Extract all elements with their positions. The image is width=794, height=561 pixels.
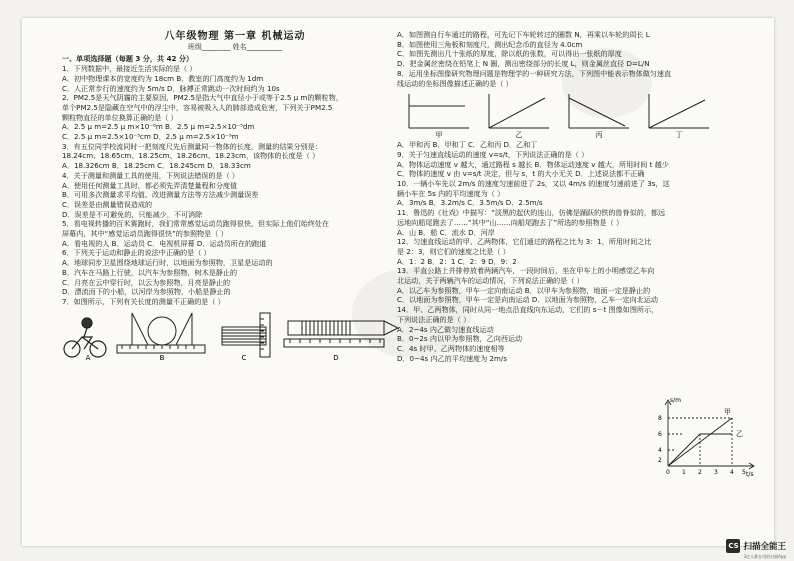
fig8-label-bing: 丙 — [595, 131, 603, 139]
figure-7-drawing — [62, 309, 408, 361]
fig7-label-d: D — [333, 353, 339, 361]
question-line: 6．下列关于运动和静止的说法中正确的是（ ） — [62, 248, 211, 258]
question-line: B．汽车在马路上行驶，以汽车为参照物，树木是静止的 — [62, 267, 238, 277]
question-line: A．地球同步卫星围绕地球运行时，以地面为参照物，卫星是运动的 — [62, 258, 273, 268]
question-line: 2．PM2.5是天气阴霾的主要原因，PM2.5是指大气中直径小于或等于2.5 μ m的颗粒物， — [62, 93, 343, 103]
fig8-label-ding: 丁 — [675, 131, 683, 139]
graph14-ytick: 6 — [658, 431, 662, 438]
question-line: 12．匀速直线运动的甲、乙两物体，它们通过的路程之比为 3：1，所用时间之比 — [397, 237, 652, 247]
question-line: 14．甲、乙两物体，同时从同一地点沿直线向东运动，它们的 s－t 图像如图所示， — [397, 305, 659, 315]
question-line: 11．鲁迅的《社戏》中描写：“淡黑的起伏的连山，仿佛是踊跃的铁的兽脊似的，都远 — [397, 208, 666, 218]
question-line: 7．如图所示，下列有关长度的测量不正确的是（ ） — [62, 296, 225, 306]
graph14-ytick: 8 — [658, 415, 662, 422]
section-heading: 一、单项选择题（每题 3 分，共 42 分） — [62, 54, 194, 64]
question-line: 18.24cm、18.65cm、18.25cm、18.26cm、18.23cm，该物体的长度是（ ） — [62, 151, 320, 161]
bicycle-icon — [64, 318, 106, 357]
question-line: 1．下列数据中，最接近生活实际的是（ ） — [62, 64, 197, 74]
fig7-label-b: B — [159, 353, 165, 361]
question-line: 10．一辆小车先以 2m/s 的速度匀速前进了 2s，又以 4m/s 的速度匀速前进了 3s，这 — [397, 179, 670, 189]
graph14-xtick: 1 — [682, 469, 686, 476]
paper-stack-figure — [222, 313, 270, 357]
question-line: 4．关于测量和测量工具的使用，下列说法错误的是（ ） — [62, 170, 240, 180]
question-line: A．甲和丙 B．甲和丁 C．乙和丙 D．乙和丁 — [397, 140, 538, 150]
scanner-tagline: 3亿人都在用的扫描App — [743, 554, 786, 559]
graph-yi — [489, 94, 549, 128]
graph14-xtick: 4 — [730, 469, 734, 476]
question-line: C．人正常步行的速度约为 5m/s D．脉搏正常跳动一次时间约为 10s — [62, 83, 280, 93]
right-question-lines-2 — [397, 140, 757, 363]
question-line: A．山 B．船 C．流水 D．河岸 — [397, 227, 495, 237]
question-line: 单个PM2.5是隐藏在空气中的浮尘中，容易被吸入人的肺部造成危害，下列关于PM2.5 — [62, 102, 333, 112]
question-line: 远地向船尾跑去了……”其中“山……向船尾跑去了”所选的参照物是（ ） — [397, 217, 624, 227]
question-line: D．误差是不可避免的，只能减少，不可消除 — [62, 209, 203, 219]
question-line: D．漂流而下的小船，以河岸为参照物，小船是静止的 — [62, 287, 231, 297]
question-line: 辆小车在 5s 内的平均速度为（ ） — [397, 188, 505, 198]
question-line: A．以乙车为参照物，甲车一定向南运动 B．以甲车为参照物，地面一定是静止的 — [397, 285, 651, 295]
question-line: C．以地面为参照物，甲车一定是向南运动 D．以地面为参照物，乙车一定向北运动 — [397, 295, 658, 305]
question-line: C．4s 时甲、乙两物体的速度相等 — [397, 343, 505, 353]
pencil-coil-figure — [284, 321, 398, 347]
question-line: 是 2：3，则它们的速度之比是（ ） — [397, 246, 510, 256]
question-line: 5．看电视转播的百米赛跑时，我们常常感觉运动员跑得很快，但实际上他们始终处在 — [62, 219, 329, 229]
question-line: D．把金属丝密绕在铅笔上 N 圈，测出密绕部分的长度 L，则金属丝直径 D=L/N — [397, 59, 650, 69]
graph14-xlabel: t/s — [746, 471, 754, 478]
graph14-ytick: 2 — [658, 457, 662, 464]
question-line: A．物体运动速度 v 越大，通过路程 s 越长 B．物体运动速度 v 越大，所用时间 t 越少 — [397, 159, 669, 169]
graph14-xtick: 0 — [666, 469, 670, 476]
question-line: 9．关于匀速直线运动的速度 v=s/t，下列说法正确的是（ ） — [397, 149, 589, 159]
question-line: A．18.326cm B．18.25cm C．18.245cm D．18.33cm — [62, 161, 251, 171]
question-line: A．初中物理课本的宽度约为 18cm B．教室的门高度约为 1dm — [62, 73, 264, 83]
question-line: A．2.5 μ m=2.5 μ m×10⁻⁶m B．2.5 μ m=2.5×10⁻⁵dm — [62, 122, 255, 132]
scanner-logo-icon: CS — [726, 539, 740, 553]
question-line: A．2~4s 内乙做匀速直线运动 — [397, 324, 494, 334]
graph-bing — [569, 94, 629, 128]
question-line: C．月亮在云中穿行时，以云为参照物，月亮是静止的 — [62, 277, 231, 287]
left-question-lines — [62, 64, 408, 307]
question-line: B．0~2s 内以甲为参照物，乙向西运动 — [397, 334, 523, 344]
question-line: C．物体的速度 v 由 v=s/t 决定，但与 s，t 的大小无关 D．上述说法都不正确 — [397, 169, 645, 179]
scanner-app-name: 扫描全能王 — [743, 542, 786, 552]
figure-8 — [397, 90, 757, 138]
question-line: B．可用多次测量求平均值、改进测量方法等方法减少测量误差 — [62, 190, 259, 200]
question-line: A．1：2 B．2：1 C．2：9 D．9：2 — [397, 256, 517, 266]
graph14-ytick: 4 — [658, 447, 662, 454]
question-line: 线运动的坐标图像描述正确的是（ ） — [397, 78, 513, 88]
question-line: 8．运用坐标图像研究物理问题是物理学的一种研究方法，下列图中能表示物体做匀速直 — [397, 68, 672, 78]
scanner-badge — [726, 539, 786, 559]
question-line: D．0~4s 内乙的平均速度为 2m/s — [397, 353, 507, 363]
graph14-xtick: 2 — [698, 469, 702, 476]
question-line: A．如图测自行车通过的路程，可先记下车轮转过的圈数 N，再乘以车轮的周长 L — [397, 30, 650, 39]
question-line: A．使用任何测量工具时，都必须先弄清楚量程和分度值 — [62, 180, 238, 190]
figure-14-st-graph — [654, 396, 764, 478]
question-line: A．3m/s B．3.2m/s C．3.5m/s D．2.5m/s — [397, 198, 543, 208]
question-line: C．误差是由测量错误造成的 — [62, 199, 153, 209]
question-line: 3．有五位同学校流同时一把刻度尺先后测量同一物体的长度，测量的结果分别是： — [62, 141, 322, 151]
fig8-label-yi: 乙 — [515, 131, 523, 139]
exam-page — [22, 18, 774, 546]
question-line: A．看电视的人 B．运动员 C．电视机屏幕 D．运动员所在的跑道 — [62, 238, 267, 248]
class-name-line: 班级________ 姓名__________ — [187, 41, 283, 51]
question-line: 下列说法正确的是（ ） — [397, 314, 471, 324]
graph14-xtick: 5 — [742, 469, 746, 476]
question-line: C．如图先测出几十张纸的厚度，除以纸的张数，可以得出一张纸的厚度 — [397, 49, 622, 59]
right-column — [397, 30, 757, 363]
left-column — [62, 18, 408, 363]
page-title: 八年级物理 第一章 机械运动 — [164, 31, 306, 42]
graph-ding — [649, 94, 709, 128]
question-line: 13．平直公路上并排停放着两辆汽车，一段时间后，坐在甲车上的小明感觉乙车向 — [397, 266, 655, 276]
question-line: B．如图使用三角板和刻度尺，测出纪念币的直径为 4.0cm — [397, 39, 583, 49]
question-line: C．2.5 μ m=2.5×10⁻⁵cm D．2.5 μ m=2.5×10⁻⁹m — [62, 132, 239, 142]
question-line: 屏幕内，其中“感觉运动员跑得很快”的参照物是（ ） — [62, 229, 228, 239]
graph14-series-yi: 乙 — [736, 430, 743, 438]
graph14-ylabel: s/m — [670, 397, 681, 404]
figure-7 — [62, 309, 408, 361]
graph14-series-jia: 甲 — [724, 408, 731, 416]
graph14-xtick: 3 — [714, 469, 718, 476]
question-line: 颗粒物直径的单位换算正确的是（ ） — [62, 112, 178, 122]
fig7-label-a: A — [85, 353, 91, 361]
right-question-lines — [397, 30, 757, 88]
fig7-label-c: C — [241, 353, 247, 361]
fig8-label-jia: 甲 — [435, 131, 443, 139]
question-line: 北运动，关于两辆汽车的运动情况，下列说法正确的是（ ） — [397, 276, 584, 286]
figure-8-graphs — [397, 90, 757, 138]
graph-jia — [409, 94, 469, 128]
coin-ruler-figure — [117, 313, 205, 353]
